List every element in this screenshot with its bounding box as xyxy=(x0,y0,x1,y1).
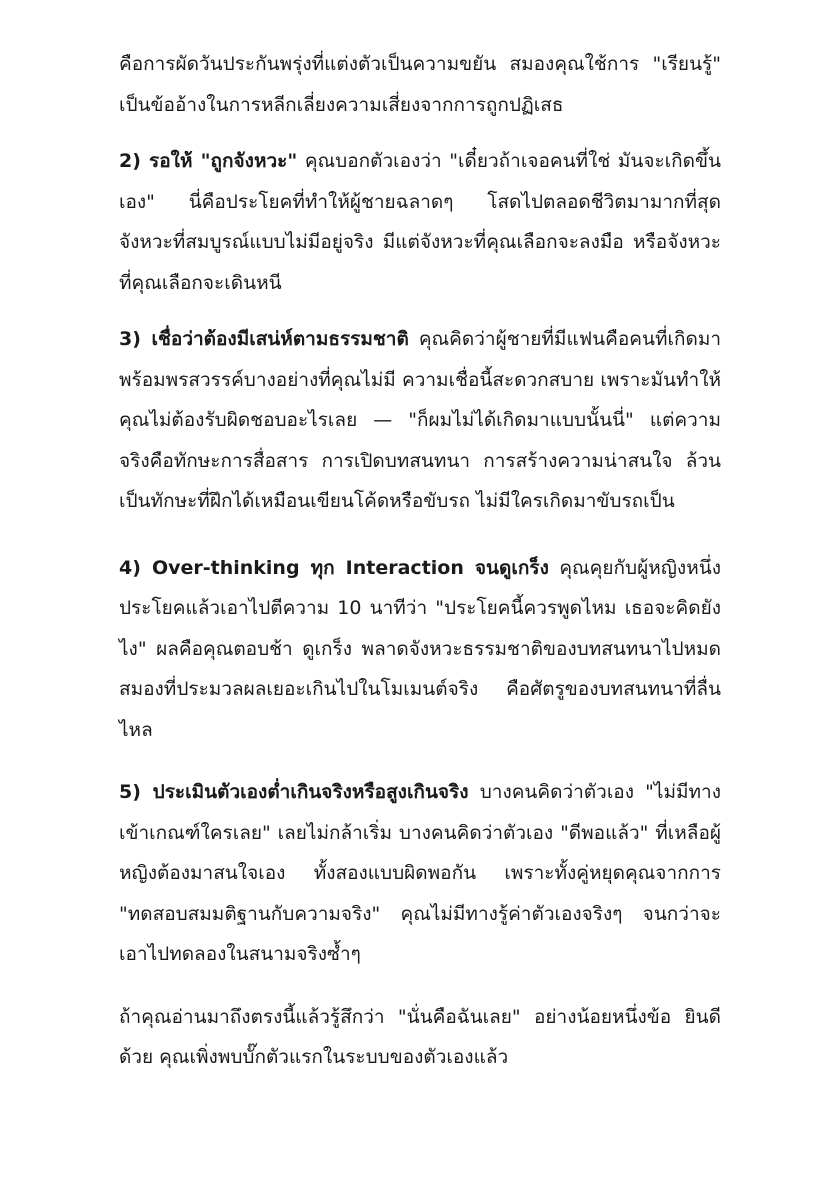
paragraph-text: ถ้าคุณอ่านมาถึงตรงนี้แล้วรู้สึกว่า "นั่นคือฉันเลย" อย่างน้อยหนึ่งข้อ ยินดีด้วย คุณเพิ่งพบบั๊กตัวแรกในระบบของตัวเองแล้ว xyxy=(119,1005,721,1068)
paragraph-text: คุณคิดว่าผู้ชายที่มีแฟนคือคนที่เกิดมาพร้อมพรสวรรค์บางอย่างที่คุณไม่มี ความเชื่อนี้สะดวกสบาย เพราะมันทำให้คุณไม่ต้องรับผิดชอบอะไรเลย — "ก็ผมไม่ได้เกิดมาแบบนั้นนี่" แต่ความจริงคือทักษะการสื่อสาร การเปิดบทสนทนา การสร้างความน่าสนใจ ล้วนเป็นทักษะที่ฝึกได้เหมือนเขียนโค้ดหรือขับรถ ไม่มีใครเกิดมาขับรถเป็น xyxy=(119,328,722,512)
point-heading: 5) ประเมินตัวเองต่ำเกินจริงหรือสูงเกินจริง xyxy=(119,781,469,803)
paragraph-text: คุณคุยกับผู้หญิงหนึ่งประโยคแล้วเอาไปตีความ 10 นาทีว่า "ประโยคนี้ควรพูดไหม เธอจะคิดยังไง" ผลคือคุณตอบช้า ดูเกร็ง พลาดจังหวะธรรมชาติของบทสนทนาไปหมด สมองที่ประมวลผลเยอะเกินไปในโมเมนต์จริง คือศัตรูของบทสนทนาที่ลื่นไหล xyxy=(119,556,721,741)
paragraph-point-5 xyxy=(119,772,721,975)
paragraph-intro-continuation xyxy=(119,44,721,125)
paragraph-conclusion xyxy=(119,997,721,1078)
paragraph-text: บางคนคิดว่าตัวเอง "ไม่มีทางเข้าเกณฑ์ใครเลย" เลยไม่กล้าเริ่ม บางคนคิดว่าตัวเอง "ดีพอแล้ว" ที่เหลือผู้หญิงต้องมาสนใจเอง ทั้งสองแบบผิดพอกัน เพราะทั้งคู่หยุดคุณจากการ "ทดสอบสมมติฐานกับความจริง" คุณไม่มีทางรู้ค่าตัวเองจริงๆ จนกว่าจะเอาไปทดลองในสนามจริงซ้ำๆ xyxy=(119,781,721,965)
point-heading: 4) Over-thinking ทุก Interaction จนดูเกร็ง xyxy=(119,556,549,579)
paragraph-point-3 xyxy=(119,319,721,522)
document-page xyxy=(119,44,721,1078)
paragraph-point-2 xyxy=(119,141,721,303)
paragraph-point-4 xyxy=(119,548,721,751)
point-heading: 3) เชื่อว่าต้องมีเสน่ห์ตามธรรมชาติ xyxy=(119,328,409,350)
paragraph-text: คุณบอกตัวเองว่า "เดี๋ยวถ้าเจอคนที่ใช่ มันจะเกิดขึ้นเอง" นี่คือประโยคที่ทำให้ผู้ชายฉลาดๆ โสดไปตลอดชีวิตมามากที่สุด จังหวะที่สมบูรณ์แบบไม่มีอยู่จริง มีแต่จังหวะที่คุณเลือกจะลงมือ หรือจังหวะที่คุณเลือกจะเดินหนี xyxy=(119,150,722,294)
point-heading: 2) รอให้ "ถูกจังหวะ" xyxy=(119,150,298,172)
paragraph-text: คือการผัดวันประกันพรุ่งที่แต่งตัวเป็นความขยัน สมองคุณใช้การ "เรียนรู้" เป็นข้ออ้างในการหลีกเลี่ยงความเสี่ยงจากการถูกปฏิเสธ xyxy=(119,53,721,116)
